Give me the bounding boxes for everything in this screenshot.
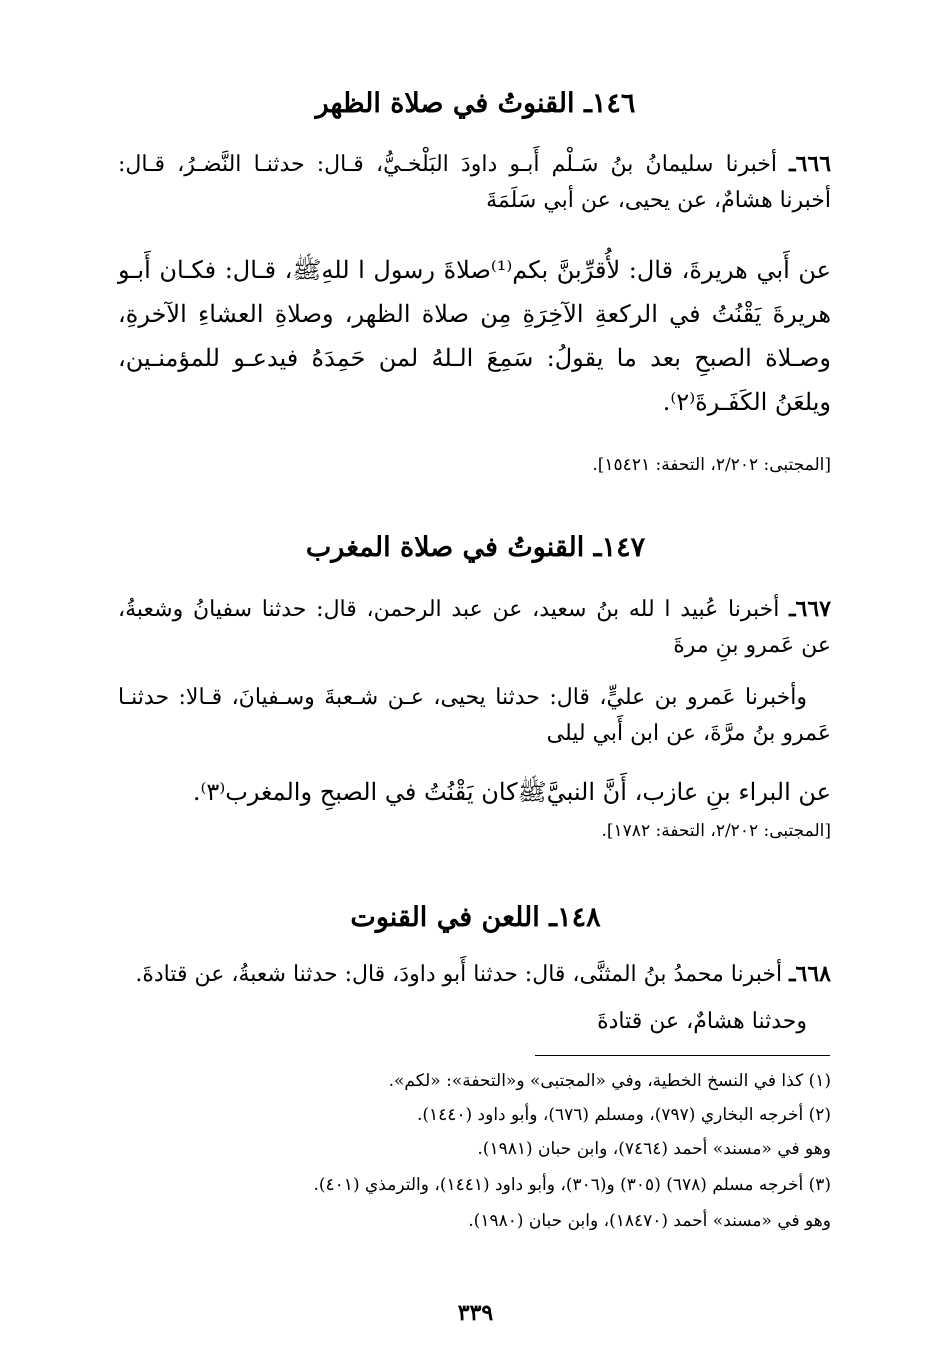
page-number: ٣٣٩ bbox=[457, 1300, 494, 1326]
footnote-3: (٣) أخرجه مسلم (٦٧٨) (٣٠٥) و(٣٠٦)، وأبو داود (١٤٤١)، والترمذي (٤٠١). bbox=[313, 1175, 831, 1195]
chapter-heading-147: ١٤٧ـ القنوتُ في صلاة المغرب bbox=[305, 532, 646, 563]
isnad-text: أخبرنا سليمانُ بنُ سَـلْم أَبـو داودَ البَلْخـيُّ، قـال: حدثنـا النَّضـرُ، قـال: أخبرنا هشامٌ، عن يحيى، عن أبي سَلَمَةَ bbox=[118, 152, 831, 213]
isnad-text: أخبرنا عُبيد ا لله بنُ سعيد، عن عبد الرحمن، قال: حدثنا سفيانُ وشعبةُ، عن عَمرو بنِ مرةَ bbox=[118, 597, 831, 658]
chapter-heading-148: ١٤٨ـ اللعن في القنوت bbox=[350, 902, 601, 933]
reference-666: [المجتبى: ٢/٢٠٢، التحفة: ١٥٤٢١]. bbox=[592, 455, 831, 475]
hadith-666-matn: عن أَبي هريرةَ، قال: لأُقرِّبنَّ بكم⁽¹⁾صلاةَ رسول ا للهِﷺ، قـال: فكـان أَبـو هريرةَ يَقْنُتُ في الركعةِ الآخِرَةِ مِن صلاة الظهر، وصلاةِ العشاءِ الآخرةِ، وصـلاة الصبحِ بعد ما يقولُ: سَمِعَ الـلهُ لمن حَمِدَهُ فيدعـو للمؤمنـين، ويلعَنُ الكَفَـرةَ⁽٢⁾. bbox=[118, 256, 831, 416]
hadith-667-isnad-2: وأخبرنا عَمرو بن عليٍّ، قال: حدثنا يحيى، عـن شـعبةَ وسـفيانَ، قـالا: حدثنـا عَمرو بنُ مرَّةَ، عن ابن أَبي ليلى bbox=[118, 685, 831, 746]
hadith-number: ٦٦٧ـ bbox=[789, 596, 831, 622]
footnote-1: (١) كذا في النسخ الخطية، وفي «المجتبى» و«التحفة»: «لكم». bbox=[388, 1071, 831, 1091]
hadith-668-isnad-1 bbox=[118, 956, 831, 993]
footnote-2-cont: وهو في «مسند» أحمد (٧٤٦٤)، وابن حبان (١٩٨١). bbox=[477, 1139, 831, 1159]
footnote-2: (٢) أخرجه البخاري (٧٩٧)، ومسلم (٦٧٦)، وأبو داود (١٤٤٠). bbox=[416, 1105, 831, 1125]
hadith-667-matn: عن البراء بنِ عازب، أَنَّ النبيَّﷺكان يَقْنُتُ في الصبحِ والمغرب⁽٣⁾. bbox=[192, 778, 831, 806]
hadith-number: ٦٦٨ـ bbox=[789, 961, 831, 987]
isnad-text: أخبرنا محمدُ بنُ المثنَّى، قال: حدثنا أَبو داودَ، قال: حدثنا شعبةُ، عن قتادةَ. bbox=[135, 962, 783, 987]
hadith-666-isnad bbox=[118, 146, 831, 219]
hadith-668-isnad-2: وحدثنا هشامٌ، عن قتادةَ bbox=[597, 1009, 807, 1034]
footnote-3-cont: وهو في «مسند» أحمد (١٨٤٧٠)، وابن حبان (١٩٨٠). bbox=[468, 1211, 831, 1231]
footnote-divider bbox=[535, 1055, 830, 1056]
hadith-number: ٦٦٦ـ bbox=[789, 151, 832, 177]
reference-667: [المجتبى: ٢/٢٠٢، التحفة: ١٧٨٢]. bbox=[601, 821, 831, 841]
hadith-667-isnad-1 bbox=[118, 591, 831, 664]
chapter-heading-146: ١٤٦ـ القنوتُ في صلاة الظهر bbox=[315, 88, 636, 119]
